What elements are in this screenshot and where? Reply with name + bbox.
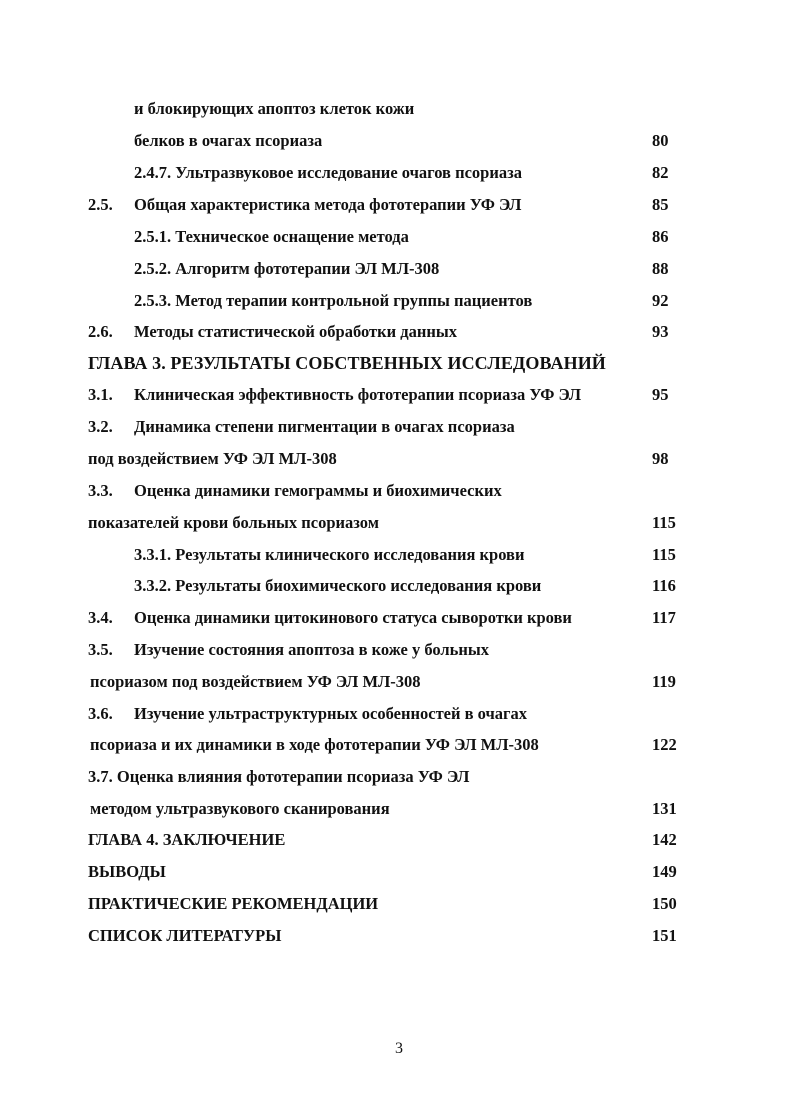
toc-title: псориазом под воздействием УФ ЭЛ МЛ-308 xyxy=(90,672,421,691)
toc-page-number: 122 xyxy=(652,735,677,754)
toc-title: показателей крови больных псориазом xyxy=(88,513,379,532)
toc-title: белков в очагах псориаза xyxy=(134,131,323,150)
toc-title: СПИСОК ЛИТЕРАТУРЫ xyxy=(88,926,282,945)
toc-section-number: 3.1. xyxy=(88,385,113,404)
toc-section-number: 3.6. xyxy=(88,704,113,723)
toc-title: ПРАКТИЧЕСКИЕ РЕКОМЕНДАЦИИ xyxy=(88,894,379,913)
toc-section-number: 3.5. xyxy=(88,640,113,659)
toc-title: 2.5.2. Алгоритм фототерапии ЭЛ МЛ-308 xyxy=(134,259,440,278)
toc-entry xyxy=(0,254,798,284)
toc-entry xyxy=(0,94,798,124)
toc-title: ГЛАВА 4. ЗАКЛЮЧЕНИЕ xyxy=(88,830,286,849)
toc-chapter-heading xyxy=(0,825,798,855)
toc-page-number: 82 xyxy=(652,163,669,182)
toc-page-number: 131 xyxy=(652,799,677,818)
toc-entry xyxy=(0,794,798,824)
toc-title: 3.3.1. Результаты клинического исследования крови xyxy=(134,545,525,564)
toc-title: Общая характеристика метода фототерапии УФ ЭЛ xyxy=(134,195,522,214)
toc-page-number: 80 xyxy=(652,131,669,150)
toc-section-number: 3.3. xyxy=(88,481,113,500)
toc-entry xyxy=(0,222,798,252)
toc-entry xyxy=(0,889,798,919)
toc-entry xyxy=(0,571,798,601)
toc-title: под воздействием УФ ЭЛ МЛ-308 xyxy=(88,449,337,468)
toc-entry xyxy=(0,476,798,506)
toc-page-number: 119 xyxy=(652,672,676,691)
toc-section-number: 3.4. xyxy=(88,608,113,627)
toc-entry xyxy=(0,190,798,220)
toc-title: методом ультразвукового сканирования xyxy=(90,799,390,818)
toc-entry xyxy=(0,699,798,729)
toc-section-number: 2.6. xyxy=(88,322,113,341)
toc-page-number: 150 xyxy=(652,894,677,913)
toc-page-number: 142 xyxy=(652,830,677,849)
toc-entry xyxy=(0,921,798,951)
toc-title: 2.5.1. Техническое оснащение метода xyxy=(134,227,409,246)
toc-title: Изучение состояния апоптоза в коже у больных xyxy=(134,640,490,659)
toc-entry xyxy=(0,286,798,316)
toc-section-number: 3.2. xyxy=(88,417,113,436)
toc-title: Оценка динамики гемограммы и биохимических xyxy=(134,481,502,500)
toc-title: 2.4.7. Ультразвуковое исследование очагов псориаза xyxy=(134,163,522,182)
toc-page-number: 92 xyxy=(652,291,669,310)
toc-page-number: 149 xyxy=(652,862,677,881)
toc-title: 3.3.2. Результаты биохимического исследования крови xyxy=(134,576,542,595)
toc-page-number: 88 xyxy=(652,259,669,278)
toc-entry xyxy=(0,603,798,633)
footer-page-number: 3 xyxy=(395,1040,403,1057)
toc-entry xyxy=(0,126,798,156)
toc-page-number: 95 xyxy=(652,385,669,404)
toc-title: ГЛАВА 3. РЕЗУЛЬТАТЫ СОБСТВЕННЫХ ИССЛЕДОВАНИЙ xyxy=(88,353,606,373)
toc-title: 3.7. Оценка влияния фототерапии псориаза УФ ЭЛ xyxy=(88,767,470,786)
toc-entry xyxy=(0,317,798,347)
toc-title: Оценка динамики цитокинового статуса сыворотки крови xyxy=(134,608,572,627)
toc-entry xyxy=(0,380,798,410)
toc-title: 2.5.3. Метод терапии контрольной группы пациентов xyxy=(134,291,533,310)
toc-entry xyxy=(0,508,798,538)
toc-entry xyxy=(0,762,798,792)
toc-page-number: 93 xyxy=(652,322,669,341)
toc-page-number: 115 xyxy=(652,513,676,532)
toc-page-number: 98 xyxy=(652,449,669,468)
toc-entry xyxy=(0,412,798,442)
toc-title: Методы статистической обработки данных xyxy=(134,322,457,341)
toc-title: ВЫВОДЫ xyxy=(88,862,166,881)
toc-entry xyxy=(0,635,798,665)
toc-entry xyxy=(0,667,798,697)
toc-entry xyxy=(0,730,798,760)
toc-page-number: 85 xyxy=(652,195,669,214)
toc-page-number: 116 xyxy=(652,576,676,595)
toc-title: Клиническая эффективность фототерапии псориаза УФ ЭЛ xyxy=(134,385,582,404)
toc-entry xyxy=(0,444,798,474)
toc-page-number: 86 xyxy=(652,227,669,246)
toc-page-number: 151 xyxy=(652,926,677,945)
toc-title: Динамика степени пигментации в очагах псориаза xyxy=(134,417,515,436)
toc-title: и блокирующих апоптоз клеток кожи xyxy=(134,99,415,118)
toc-section-number: 2.5. xyxy=(88,195,113,214)
toc-entry xyxy=(0,857,798,887)
toc-title: Изучение ультраструктурных особенностей в очагах xyxy=(134,704,528,723)
toc-page-number: 117 xyxy=(652,608,676,627)
toc-entry xyxy=(0,158,798,188)
toc-page-number: 115 xyxy=(652,545,676,564)
toc-chapter-heading xyxy=(0,348,798,378)
toc-entry xyxy=(0,540,798,570)
toc-title: псориаза и их динамики в ходе фототерапии УФ ЭЛ МЛ-308 xyxy=(90,735,539,754)
